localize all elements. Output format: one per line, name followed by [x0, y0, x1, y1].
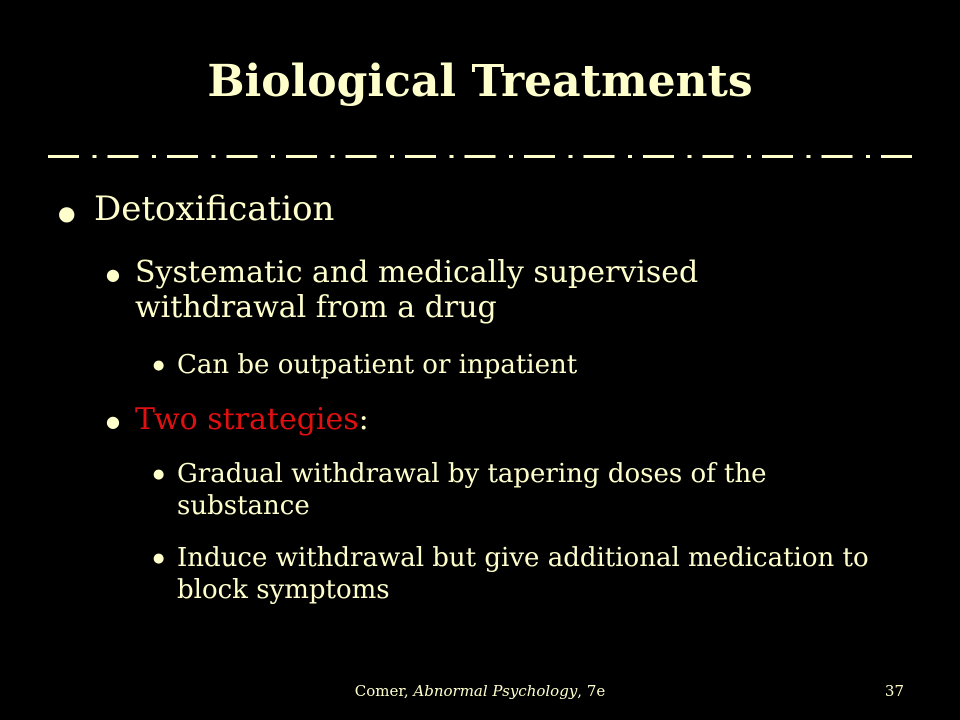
bullet-induce-withdrawal: [153, 543, 897, 606]
bullet-dot: ●: [153, 551, 165, 566]
divider-dot: [807, 155, 811, 158]
divider-dash: [584, 155, 615, 158]
bullet-text: Detoxification: [94, 189, 335, 229]
divider-dot: [152, 155, 156, 158]
bullet-text: Induce withdrawal but give additional medication to block symptoms: [177, 543, 869, 605]
divider-dash: [465, 155, 496, 158]
divider-dash: [524, 155, 555, 158]
divider-dash: [108, 155, 139, 158]
highlighted-text: Two strategies: [135, 402, 359, 437]
bullet-text: Gradual withdrawal by tapering doses of the substance: [177, 459, 767, 521]
divider-dot: [509, 155, 513, 158]
bullet-dot: ●: [153, 358, 165, 373]
divider-dot: [628, 155, 632, 158]
footer-book-title: Abnormal Psychology: [413, 682, 578, 700]
footer-source: [0, 682, 960, 700]
colon-text: :: [358, 402, 369, 437]
divider-dash: [405, 155, 436, 158]
divider-dash: [822, 155, 853, 158]
bullet-dot: ●: [106, 412, 120, 431]
divider-dot: [866, 155, 870, 158]
bullet-text: Can be outpatient or inpatient: [177, 350, 578, 380]
bullet-text: [135, 402, 835, 437]
divider-dot: [212, 155, 216, 158]
bullet-dot: ●: [153, 467, 165, 482]
footer-edition: , 7e: [577, 682, 606, 700]
bullet-outpatient-inpatient: [153, 350, 897, 382]
divider-dot: [390, 155, 394, 158]
divider-dash: [286, 155, 317, 158]
bullet-text: Systematic and medically supervised withdrawal from a drug: [135, 255, 699, 326]
title-divider: [48, 153, 912, 161]
divider-dot: [450, 155, 454, 158]
divider-dot: [331, 155, 335, 158]
divider-dash: [48, 155, 79, 158]
divider-dash: [227, 155, 258, 158]
bullet-dot: ●: [106, 265, 120, 284]
divider-dash: [167, 155, 198, 158]
divider-dash: [643, 155, 674, 158]
divider-dash: [881, 155, 912, 158]
page-number: 37: [884, 682, 904, 700]
divider-dash: [346, 155, 377, 158]
bullet-dot: ●: [58, 201, 76, 225]
footer-author: Comer,: [354, 682, 414, 700]
divider-dash: [762, 155, 793, 158]
bullet-detoxification: [58, 189, 334, 229]
divider-dot: [271, 155, 275, 158]
divider-dot: [688, 155, 692, 158]
divider-dot: [93, 155, 97, 158]
bullet-gradual-withdrawal: [153, 459, 897, 522]
divider-dot: [569, 155, 573, 158]
bullet-two-strategies: [106, 402, 835, 437]
bullet-systematic-withdrawal: [106, 255, 835, 326]
slide-title: Biological Treatments: [207, 56, 753, 107]
divider-dash: [703, 155, 734, 158]
divider-dot: [747, 155, 751, 158]
